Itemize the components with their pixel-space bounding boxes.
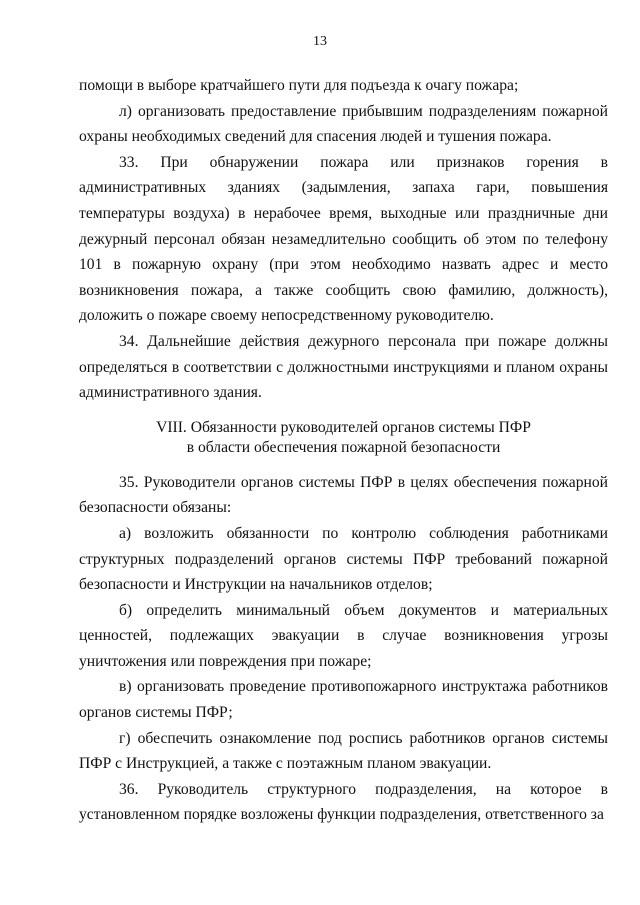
section-heading-line-1: VIII. Обязанности руководителей органов системы ПФР xyxy=(156,418,531,436)
paragraph-item-v: в) организовать проведение противопожарного инструктажа работников органов системы ПФР; xyxy=(79,678,608,722)
section-heading xyxy=(79,418,608,458)
paragraph-36: 36. Руководитель структурного подразделения, на которое в установленном порядке возложены функции подразделения, ответственного за xyxy=(79,780,608,824)
page-number: 13 xyxy=(313,34,327,49)
section-heading-line-2: в области обеспечения пожарной безопасности xyxy=(186,438,501,456)
document-body xyxy=(79,73,608,828)
paragraph-33: 33. При обнаружении пожара или признаков горения в административных зданиях (задымления, запаха гари, повышения температуры воздуха) в нерабочее время, выходные или праздничные дни дежурный персонал обязан незамедлительно сообщить об этом по телефону 101 в пожарную охрану (при этом необходимо назвать адрес и место возникновения пожара, а также сообщить свою фамилию, должность), доложить о пожаре своему непосредственному руководителю. xyxy=(79,153,608,325)
paragraph-item-l: л) организовать предоставление прибывшим подразделениям пожарной охраны необходимых сведений для спасения людей и тушения пожара. xyxy=(79,102,608,146)
paragraph-continuation: помощи в выборе кратчайшего пути для подъезда к очагу пожара; xyxy=(79,77,519,94)
paragraph-35: 35. Руководители органов системы ПФР в целях обеспечения пожарной безопасности обязаны: xyxy=(79,473,608,517)
paragraph-item-b: б) определить минимальный объем документов и материальных ценностей, подлежащих эвакуации в случае возникновения угрозы уничтожения или повреждения при пожаре; xyxy=(79,601,608,670)
paragraph-item-g: г) обеспечить ознакомление под роспись работников органов системы ПФР с Инструкцией, а также с поэтажным планом эвакуации. xyxy=(79,729,608,773)
paragraph-34: 34. Дальнейшие действия дежурного персонала при пожаре должны определяться в соответствии с должностными инструкциями и планом охраны административного здания. xyxy=(79,332,608,402)
paragraph-item-a: а) возложить обязанности по контролю соблюдения работниками структурных подразделений органов системы ПФР требований пожарной безопасности и Инструкции на начальников отделов; xyxy=(79,524,608,594)
